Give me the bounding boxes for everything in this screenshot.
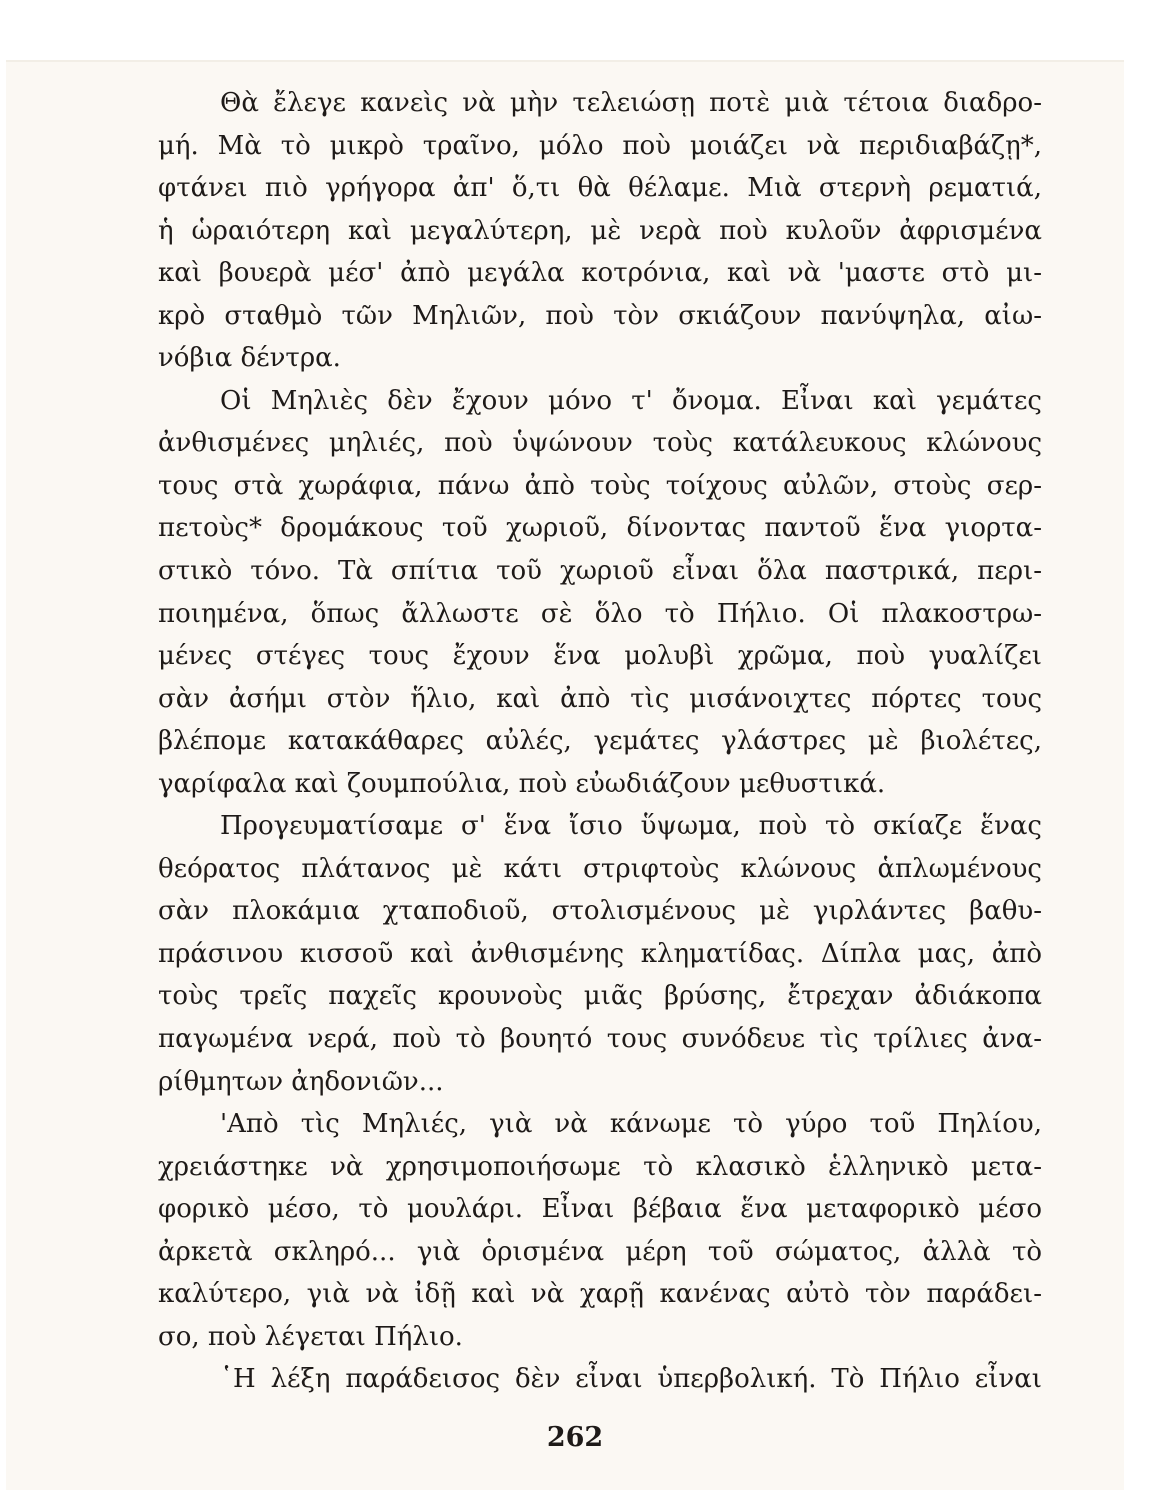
text-line: σὰν πλοκάμια χταποδιοῦ, στολισμένους μὲ γιρλάντες βαθυ- <box>158 896 1042 927</box>
text-line: στικὸ τόνο. Τὰ σπίτια τοῦ χωριοῦ εἶναι ὅλα παστρικά, περι- <box>158 556 1042 587</box>
text-line: γαρίφαλα καὶ ζουμπούλια, ποὺ εὐωδιάζουν μεθυστικά. <box>158 768 886 799</box>
text-line: πετοὺς* δρομάκους τοῦ χωριοῦ, δίνοντας παντοῦ ἕνα γιορτα- <box>158 513 1042 544</box>
text-line: φτάνει πιὸ γρήγορα ἀπ' ὅ,τι θὰ θέλαμε. Μιὰ στερνὴ ρεματιά, <box>158 173 1042 204</box>
text-line: 'Απὸ τὶς Μηλιές, γιὰ νὰ κάνωμε τὸ γύρο τοῦ Πηλίου, <box>220 1109 1042 1140</box>
text-line: ἡ ὡραιότερη καὶ μεγαλύτερη, μὲ νερὰ ποὺ κυλοῦν ἀφρισμένα <box>158 215 1042 246</box>
text-line: ποιημένα, ὅπως ἄλλωστε σὲ ὅλο τὸ Πήλιο. Οἱ πλακοστρω- <box>158 598 1042 629</box>
body-text <box>158 82 1042 1401</box>
text-line: Προγευματίσαμε σ' ἕνα ἴσιο ὕψωμα, ποὺ τὸ σκίαζε ἕνας <box>220 811 1042 842</box>
text-line: βλέπομε κατακάθαρες αὐλές, γεμάτες γλάστρες μὲ βιολέτες, <box>158 726 1042 757</box>
page-number: 262 <box>546 1422 604 1453</box>
paragraph <box>158 805 1042 1103</box>
text-line: Θὰ ἔλεγε κανεὶς νὰ μὴν τελειώσῃ ποτὲ μιὰ τέτοια διαδρο- <box>220 88 1042 118</box>
text-line: καὶ βουερὰ μέσ' ἀπὸ μεγάλα κοτρόνια, καὶ νὰ 'μαστε στὸ μι- <box>158 258 1042 289</box>
text-line: ἀρκετὰ σκληρό... γιὰ ὁρισμένα μέρη τοῦ σώματος, ἀλλὰ τὸ <box>158 1236 1042 1267</box>
text-line: καλύτερο, γιὰ νὰ ἰδῇ καὶ νὰ χαρῇ κανένας αὐτὸ τὸν παράδει- <box>158 1279 1042 1310</box>
paragraph <box>158 1103 1042 1358</box>
text-line: ἀνθισμένες μηλιές, ποὺ ὑψώνουν τοὺς κατάλευκους κλώνους <box>158 428 1042 459</box>
text-line: σο, ποὺ λέγεται Πήλιο. <box>158 1321 463 1352</box>
text-line: χρειάστηκε νὰ χρησιμοποιήσωμε τὸ κλασικὸ ἑλληνικὸ μετα- <box>158 1151 1042 1182</box>
text-line: ῾Η λέξη παράδεισος δὲν εἶναι ὑπερβολική. Τὸ Πήλιο εἶναι <box>220 1364 1042 1395</box>
text-line: τους στὰ χωράφια, πάνω ἀπὸ τοὺς τοίχους αὐλῶν, στοὺς σερ- <box>158 470 1042 501</box>
text-line: νόβια δέντρα. <box>158 343 341 374</box>
text-line: μένες στέγες τους ἔχουν ἕνα μολυβὶ χρῶμα, ποὺ γυαλίζει <box>158 641 1042 672</box>
text-line: θεόρατος πλάτανος μὲ κάτι στριφτοὺς κλώνους ἁπλωμένους <box>158 853 1042 884</box>
text-line: κρὸ σταθμὸ τῶν Μηλιῶν, ποὺ τὸν σκιάζουν πανύψηλα, αἰω- <box>158 300 1042 331</box>
text-line: τοὺς τρεῖς παχεῖς κρουνοὺς μιᾶς βρύσης, ἔτρεχαν ἀδιάκοπα <box>158 981 1042 1012</box>
text-line: σὰν ἀσήμι στὸν ἥλιο, καὶ ἀπὸ τὶς μισάνοιχτες πόρτες τους <box>158 683 1042 714</box>
paragraph <box>158 82 1042 380</box>
paragraph <box>158 1358 1042 1401</box>
text-line: ρίθμητων ἀηδονιῶν... <box>158 1066 444 1097</box>
text-line: πράσινου κισσοῦ καὶ ἀνθισμένης κληματίδας. Δίπλα μας, ἀπὸ <box>158 938 1042 969</box>
text-line: Οἱ Μηλιὲς δὲν ἔχουν μόνο τ' ὄνομα. Εἶναι καὶ γεμάτες <box>220 385 1042 416</box>
text-line: φορικὸ μέσο, τὸ μουλάρι. Εἶναι βέβαια ἕνα μεταφορικὸ μέσο <box>158 1194 1042 1225</box>
text-line: μή. Μὰ τὸ μικρὸ τραῖνο, μόλο ποὺ μοιάζει νὰ περιδιαβάζῃ*, <box>158 130 1042 161</box>
paragraph <box>158 380 1042 805</box>
text-line: παγωμένα νερά, ποὺ τὸ βουητό τους συνόδευε τὶς τρίλιες ἀνα- <box>158 1024 1042 1055</box>
